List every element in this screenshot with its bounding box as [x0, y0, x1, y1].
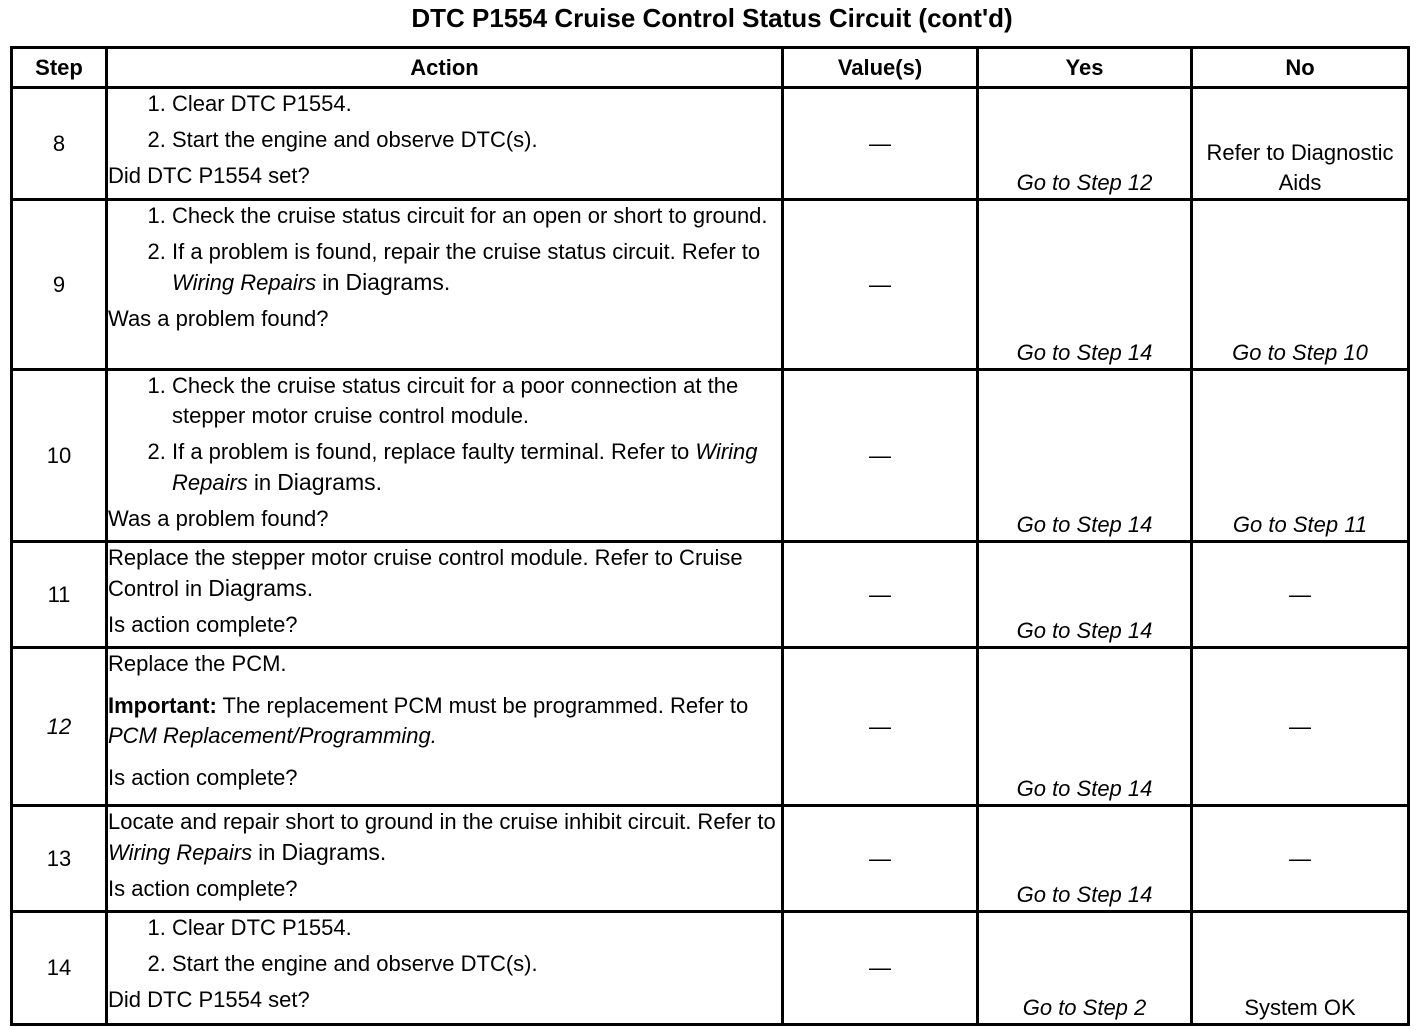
yes-cell: Go to Step 14: [978, 806, 1192, 912]
action-step: 2. Start the engine and observe DTC(s).: [172, 949, 781, 979]
value-cell: —: [783, 542, 978, 648]
header-step: Step: [12, 48, 107, 88]
diagrams-reference: Diagrams.: [345, 269, 451, 295]
yes-cell: Go to Step 14: [978, 648, 1192, 806]
header-action: Action: [107, 48, 783, 88]
wiring-repairs-reference: Wiring Repairs: [108, 840, 253, 865]
wiring-repairs-reference: Wiring Repairs: [172, 439, 758, 495]
pcm-programming-reference: PCM Replacement/Programming.: [108, 723, 437, 748]
no-cell: Go to Step 11: [1192, 370, 1409, 542]
table-row: [12, 648, 1409, 806]
step-number: 9: [12, 200, 107, 370]
action-cell: [107, 542, 783, 648]
action-cell: [107, 806, 783, 912]
action-step: [172, 437, 781, 498]
value-cell: —: [783, 648, 978, 806]
table-row: [12, 370, 1409, 542]
value-cell: —: [783, 806, 978, 912]
no-cell: Refer to Diagnostic Aids: [1192, 88, 1409, 200]
action-step: 1. Check the cruise status circuit for a poor connection at the stepper motor cruise control module.: [172, 371, 781, 431]
action-text-main: Replace the stepper motor cruise control module. Refer to Cruise Control: [108, 545, 743, 601]
action-text: [108, 807, 781, 868]
action-text: If a problem is found, repair the cruise status circuit. Refer to: [172, 239, 761, 264]
no-cell: System OK: [1192, 912, 1409, 1025]
step-number: 8: [12, 88, 107, 200]
header-values: Value(s): [783, 48, 978, 88]
action-question: Is action complete?: [108, 765, 298, 790]
yes-cell: Go to Step 14: [978, 542, 1192, 648]
important-note: [108, 691, 781, 751]
no-cell: —: [1192, 542, 1409, 648]
step-number: 12: [12, 648, 107, 806]
value-cell: —: [783, 88, 978, 200]
header-yes: Yes: [978, 48, 1192, 88]
action-step: 2. Start the engine and observe DTC(s).: [172, 125, 781, 155]
important-label: Important:: [108, 693, 217, 718]
action-text: in: [253, 470, 272, 495]
value-cell: —: [783, 370, 978, 542]
table-row: [12, 806, 1409, 912]
action-question: Was a problem found?: [108, 306, 329, 331]
action-cell: [107, 912, 783, 1025]
action-question: Did DTC P1554 set?: [108, 163, 310, 188]
wiring-repairs-reference: Wiring Repairs: [172, 270, 317, 295]
table-row: [12, 88, 1409, 200]
action-question: Is action complete?: [108, 876, 298, 901]
action-cell: [107, 88, 783, 200]
action-text-main: Locate and repair short to ground in the cruise inhibit circuit. Refer to: [108, 809, 776, 834]
yes-cell: Go to Step 2: [978, 912, 1192, 1025]
action-question: Was a problem found?: [108, 506, 329, 531]
diagrams-reference: Diagrams.: [277, 469, 382, 495]
yes-cell: Go to Step 14: [978, 370, 1192, 542]
action-text: in: [322, 270, 340, 295]
diagnostic-table: [10, 46, 1410, 1026]
yes-cell: Go to Step 12: [978, 88, 1192, 200]
action-step: [172, 237, 781, 298]
action-text-in: in: [185, 576, 203, 601]
value-cell: —: [783, 912, 978, 1025]
action-step: 1. Clear DTC P1554.: [172, 89, 781, 119]
table-header-row: [12, 48, 1409, 88]
step-number: 14: [12, 912, 107, 1025]
action-question: Is action complete?: [108, 612, 298, 637]
table-row: [12, 542, 1409, 648]
action-cell: [107, 648, 783, 806]
step-number: 13: [12, 806, 107, 912]
action-text: Replace the PCM.: [108, 651, 287, 676]
action-step: 1. Clear DTC P1554.: [172, 913, 781, 943]
action-cell: [107, 200, 783, 370]
no-cell: —: [1192, 648, 1409, 806]
step-number: 10: [12, 370, 107, 542]
diagrams-reference: Diagrams.: [281, 839, 387, 865]
table-row: [12, 200, 1409, 370]
diagrams-reference: Diagrams.: [208, 575, 314, 601]
action-question: Did DTC P1554 set?: [108, 987, 310, 1012]
header-no: No: [1192, 48, 1409, 88]
action-text: [108, 543, 781, 604]
page-title: DTC P1554 Cruise Control Status Circuit (cont'd): [411, 3, 1013, 33]
value-cell: —: [783, 200, 978, 370]
action-text: If a problem is found, replace faulty terminal. Refer to: [172, 439, 690, 464]
no-cell: Go to Step 10: [1192, 200, 1409, 370]
action-text-in: in: [258, 840, 276, 865]
important-text: The replacement PCM must be programmed. Refer to: [222, 693, 749, 718]
table-row: [12, 912, 1409, 1025]
action-step: 1. Check the cruise status circuit for an open or short to ground.: [172, 201, 781, 231]
action-cell: [107, 370, 783, 542]
step-number: 11: [12, 542, 107, 648]
yes-cell: Go to Step 14: [978, 200, 1192, 370]
no-cell: —: [1192, 806, 1409, 912]
